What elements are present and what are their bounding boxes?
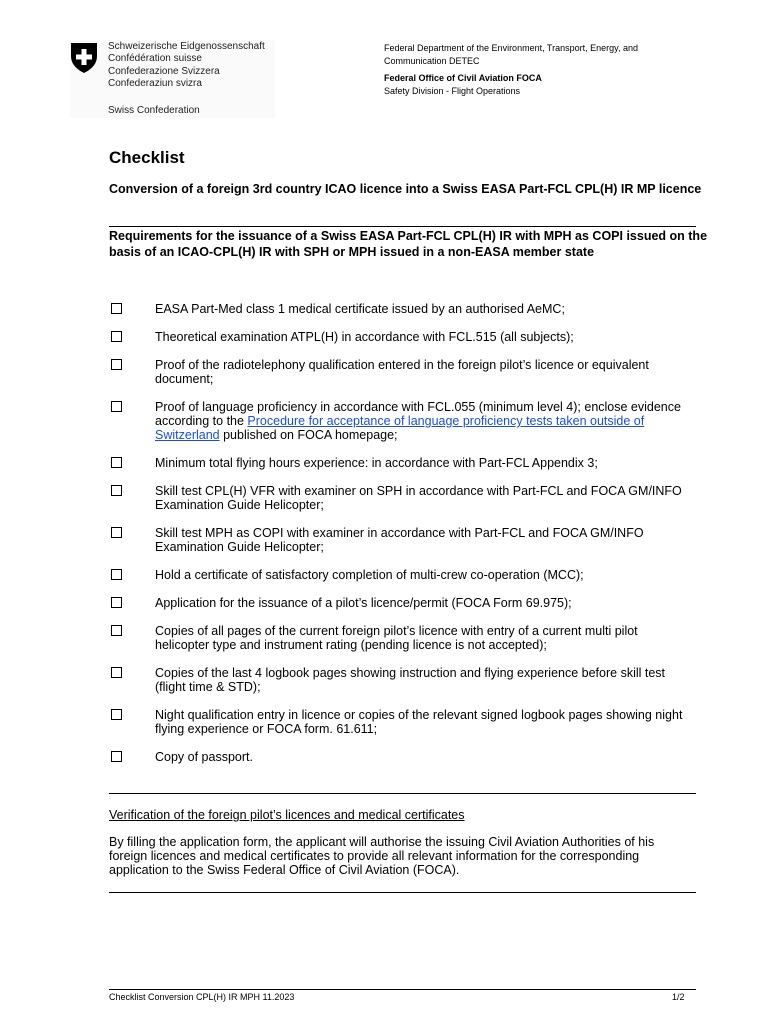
footer-divider	[109, 989, 696, 990]
checklist-item-text: Skill test MPH as COPI with examiner in accordance with Part-FCL and FOCA GM/INFO Examination Guide Helicopter;	[155, 526, 644, 554]
checkbox[interactable]	[111, 527, 122, 538]
confederation-name-en: Swiss Confederation	[108, 105, 200, 116]
checklist-item-text: Hold a certificate of satisfactory completion of multi-crew co-operation (MCC);	[155, 568, 584, 582]
divider	[109, 793, 696, 794]
checklist-item-text: Skill test CPL(H) VFR with examiner on SPH in accordance with Part-FCL and FOCA GM/INFO Examination Guide Helicopter;	[155, 484, 682, 512]
checkbox[interactable]	[111, 485, 122, 496]
language-proficiency-procedure-link[interactable]: Procedure for acceptance of language proficiency tests taken outside of Switzerland	[155, 414, 645, 442]
confederation-name-fr: Confédération suisse	[108, 53, 202, 65]
checkbox[interactable]	[111, 457, 122, 468]
footer-document-id: Checklist Conversion CPL(H) IR MPH 11.2023	[109, 992, 295, 1002]
office-name: Federal Office of Civil Aviation FOCA	[384, 73, 542, 83]
checkbox[interactable]	[111, 709, 122, 720]
department-line1: Federal Department of the Environment, Transport, Energy, and	[384, 43, 638, 53]
confederation-name-de: Schweizerische Eidgenossenschaft	[108, 41, 265, 52]
confederation-name-it: Confederazione Svizzera	[108, 65, 220, 77]
checklist-item-text: Copies of all pages of the current foreign pilot’s licence with entry of a current multi pilot helicopter type and instrument rating (pending licence is not accepted);	[155, 624, 638, 652]
language-item-text-after: published on FOCA homepage;	[219, 428, 398, 442]
confederation-name-rm: Confederaziun svizra	[108, 78, 202, 90]
swiss-coat-of-arms-icon	[70, 42, 98, 74]
checkbox[interactable]	[111, 401, 122, 412]
department-line2: Communication DETEC	[384, 55, 480, 66]
page-subtitle: Conversion of a foreign 3rd country ICAO licence into a Swiss EASA Part-FCL CPL(H) IR MP licence	[109, 182, 702, 196]
checklist-item-text	[155, 400, 685, 442]
requirements-heading: Requirements for the issuance of a Swiss EASA Part-FCL CPL(H) IR with MPH as COPI issued on the basis of an ICAO-CPL(H) IR with SPH or MPH issued in a non-EASA member state	[109, 229, 708, 259]
checklist-item-text: EASA Part-Med class 1 medical certificate issued by an authorised AeMC;	[155, 302, 565, 316]
verification-text: By filling the application form, the applicant will authorise the issuing Civil Aviation Authorities of his foreign licences and medical certificates to provide all relevant information for the corresponding application to the Swiss Federal Office of Civil Aviation (FOCA).	[109, 835, 655, 877]
checkbox[interactable]	[111, 625, 122, 636]
divider	[109, 892, 696, 893]
checkbox[interactable]	[111, 303, 122, 314]
checkbox[interactable]	[111, 667, 122, 678]
division-name: Safety Division - Flight Operations	[384, 85, 521, 96]
checkbox[interactable]	[111, 331, 122, 342]
divider	[109, 226, 696, 227]
checkbox[interactable]	[111, 569, 122, 580]
checkbox[interactable]	[111, 597, 122, 608]
checkbox[interactable]	[111, 359, 122, 370]
checklist-item-text: Application for the issuance of a pilot’s licence/permit (FOCA Form 69.975);	[155, 596, 572, 610]
checklist-item-text: Theoretical examination ATPL(H) in accordance with FCL.515 (all subjects);	[155, 330, 574, 344]
department-block	[384, 42, 684, 97]
checklist-item-text: Minimum total flying hours experience: in accordance with Part-FCL Appendix 3;	[155, 456, 598, 470]
page-title: Checklist	[109, 148, 185, 167]
page-number: 1/2	[672, 992, 685, 1002]
checkbox[interactable]	[111, 751, 122, 762]
checklist-item-text: Proof of the radiotelephony qualification entered in the foreign pilot’s licence or equivalent document;	[155, 358, 649, 386]
checklist-item-text: Copy of passport.	[155, 750, 253, 764]
language-item-text-before: Proof of language proficiency in accordance with FCL.055 (minimum level 4); enclose evidence according to the	[155, 400, 681, 428]
checklist-item-text: Copies of the last 4 logbook pages showing instruction and flying experience before skill test (flight time & STD);	[155, 666, 666, 694]
verification-heading: Verification of the foreign pilot’s licences and medical certificates	[109, 808, 465, 822]
confederation-names	[108, 41, 265, 91]
checklist-item-text: Night qualification entry in licence or copies of the relevant signed logbook pages showing night flying experience or FOCA form. 61.611;	[155, 708, 683, 736]
